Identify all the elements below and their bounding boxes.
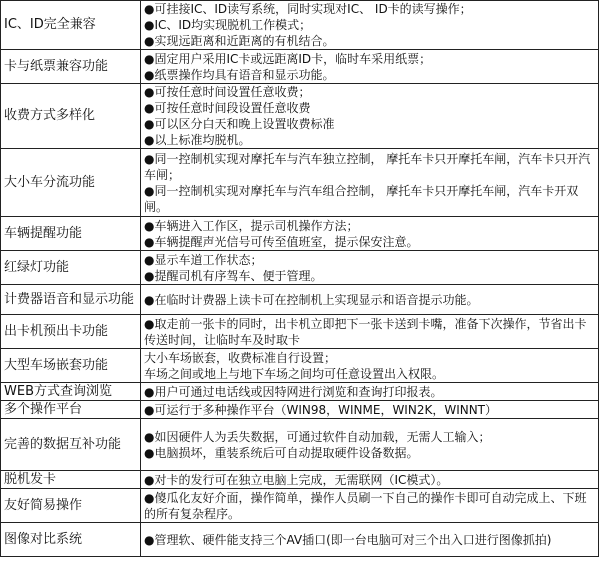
feature-description xyxy=(141,349,599,383)
feature-name: 大型车场嵌套功能 xyxy=(1,349,141,383)
feature-name: 友好简易操作 xyxy=(1,489,141,523)
feature-description xyxy=(141,489,599,523)
description-line: ●以上标准均脱机。 xyxy=(144,133,251,147)
description-line: ●车辆提醒声光信号可传至值班室，提示保安注意。 xyxy=(144,234,419,249)
feature-name: 完善的数据互补功能 xyxy=(1,419,141,471)
feature-description xyxy=(141,251,599,285)
description-line: ●实现远距离和近距离的有机结合。 xyxy=(144,34,335,48)
description-line: ●对卡的发行可在独立电脑上完成，无需联网（IC模式）。 xyxy=(144,472,449,487)
feature-name: 红绿灯功能 xyxy=(1,251,141,285)
feature-description xyxy=(141,1,599,50)
table-row xyxy=(1,217,599,251)
description-line: ●可按任意时间设置任意收费； xyxy=(144,85,311,99)
table-row xyxy=(1,383,599,401)
feature-name: 大小车分流功能 xyxy=(1,149,141,217)
feature-description xyxy=(141,315,599,349)
description-line: ●可运行于多种操作平台（WIN98，WINME，WIN2K，WINNT） xyxy=(144,402,498,417)
feature-description xyxy=(141,149,599,217)
description-line: ●纸票操作均具有语音和显示功能。 xyxy=(144,67,335,82)
table-row xyxy=(1,1,599,50)
feature-description xyxy=(141,401,599,419)
description-line: 车场之间或地上与地下车场之间均可任意设置出入权限。 xyxy=(144,366,445,381)
description-line: ●显示车道工作状态； xyxy=(144,252,263,267)
table-row xyxy=(1,419,599,471)
description-line: ●同一控制机实现对摩托车与汽车组合控制， 摩托车卡只开摩托车闸，汽车卡开双闸。 xyxy=(144,183,579,214)
table-row xyxy=(1,349,599,383)
table-row xyxy=(1,84,599,149)
description-line: ●用户可通过电话线或因特网进行浏览和查询打印报表。 xyxy=(144,384,443,399)
description-line: ●固定用户采用IC卡或远距离ID卡，临时车采用纸票； xyxy=(144,51,432,66)
feature-description xyxy=(141,471,599,489)
feature-name: IC、ID完全兼容 xyxy=(1,1,141,50)
feature-description xyxy=(141,50,599,84)
feature-description xyxy=(141,523,599,557)
feature-name: 卡与纸票兼容功能 xyxy=(1,50,141,84)
table-row xyxy=(1,50,599,84)
description-line: ●提醒司机有序驾车、便于管理。 xyxy=(144,268,323,283)
table-row xyxy=(1,471,599,489)
table-row xyxy=(1,251,599,285)
feature-name: 脱机发卡 xyxy=(1,471,141,489)
description-line: ●IC、ID均实现脱机工作模式； xyxy=(144,18,312,32)
feature-description xyxy=(141,383,599,401)
table-row xyxy=(1,285,599,315)
table-row xyxy=(1,489,599,523)
feature-name: 多个操作平台 xyxy=(1,401,141,419)
description-line: ●同一控制机实现对摩托车与汽车独立控制， 摩托车卡只开摩托车闸，汽车卡只开汽车闸； xyxy=(144,151,591,182)
description-line: ●如因硬件人为丢失数据，可通过软件自动加载，无需人工输入； xyxy=(144,429,491,444)
table-row xyxy=(1,523,599,557)
description-line: ●可挂接IC、ID读写系统，同时实现对IC、 ID卡的读写操作； xyxy=(144,2,472,16)
feature-name: 收费方式多样化 xyxy=(1,84,141,149)
feature-name: 图像对比系统 xyxy=(1,523,141,557)
description-line: ●车辆进入工作区，提示司机操作方法； xyxy=(144,218,359,233)
description-line: ●取走前一张卡的同时，出卡机立即把下一张卡送到卡嘴，准备下次操作，节省出卡传送时间，让临时车及时取卡 xyxy=(144,316,587,347)
table-row xyxy=(1,315,599,349)
feature-name: 车辆提醒功能 xyxy=(1,217,141,251)
description-line: 大小车场嵌套，收费标准自行设置； xyxy=(144,350,337,365)
description-line: ●在临时计费器上读卡可在控制机上实现显示和语音提示功能。 xyxy=(144,292,479,307)
description-line: ●可以区分白天和晚上设置收费标准 xyxy=(144,117,335,131)
feature-description xyxy=(141,217,599,251)
table-row xyxy=(1,401,599,419)
feature-description xyxy=(141,285,599,315)
feature-name: 计费器语音和显示功能 xyxy=(1,285,141,315)
description-line: ●傻瓜化友好介面，操作简单，操作人员刷一下自己的操作卡即可自动完成上、下班的所有复杂程序。 xyxy=(144,490,587,521)
description-line: ●电脑损坏，重装系统后可自动提取硬件设备数据。 xyxy=(144,445,419,460)
feature-description xyxy=(141,84,599,149)
table-row xyxy=(1,149,599,217)
feature-name: 出卡机预出卡功能 xyxy=(1,315,141,349)
description-line: ●管理软、硬件能支持三个AV插口(即一台电脑可对三个出入口进行图像抓拍) xyxy=(144,532,552,547)
feature-name: WEB方式查询浏览 xyxy=(1,383,141,401)
feature-description xyxy=(141,419,599,471)
feature-table-body xyxy=(1,1,599,557)
description-line: ●可按任意时间段设置任意收费 xyxy=(144,101,311,115)
